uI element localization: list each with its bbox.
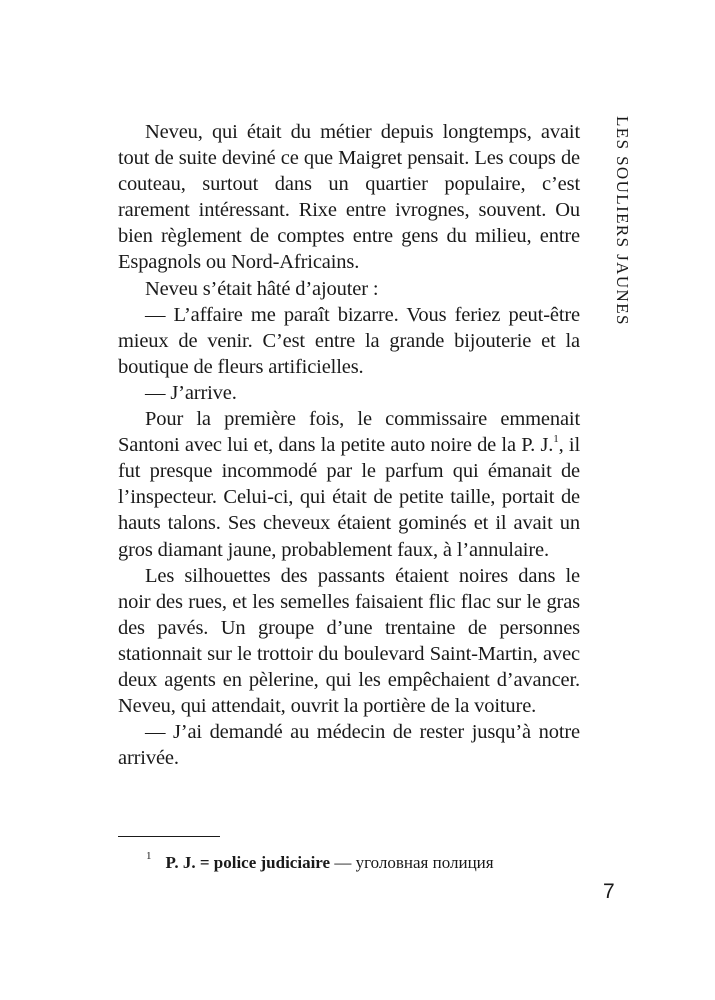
body-text xyxy=(118,119,580,771)
paragraph: Les silhouettes des passants étaient noires dans le noir des rues, et les semelles faisaient flic flac sur le gras des pavés. Un groupe d’une trentaine de personnes stationnait sur le trottoir du boulevard Saint-Martin, avec deux agents en pèlerine, qui les empêchaient d’avancer. Neveu, qui attendait, ouvrit la portière de la voiture. xyxy=(118,564,580,718)
paragraph: — J’arrive. xyxy=(145,381,237,404)
footnote-divider xyxy=(118,836,220,837)
page-number: 7 xyxy=(603,880,615,903)
footnote: $^1$ P. J. = police judiciaire — уголовная полиция xyxy=(146,850,494,872)
paragraph-with-footnote xyxy=(118,406,580,563)
paragraph-text: Pour la première fois, le commissaire emmenait Santoni avec lui et, dans la petite auto noire de la P. J. xyxy=(118,408,580,457)
paragraph: — J’ai demandé au médecin de rester jusqu’à notre arrivée. xyxy=(118,721,580,770)
paragraph: Neveu s’était hâté d’ajouter : xyxy=(145,277,379,300)
running-head: LES SOULIERS JAUNES xyxy=(613,116,632,326)
footnote-reference[interactable]: 1 xyxy=(553,433,559,446)
paragraph-text: , il fut presque incommodé par le parfum qui émanait de l’inspecteur. Celui-ci, qui était de petite taille, portait de hauts talons. Ses cheveux étaient gominés et il avait un gros diamant jaune, probablement faux, à l’annulaire. xyxy=(118,434,580,561)
footnote-translation: — уголовная полиция xyxy=(330,853,494,872)
footnote-term: P. J. = police judiciaire xyxy=(165,853,331,872)
paragraph: — L’affaire me paraît bizarre. Vous feriez peut-être mieux de venir. C’est entre la grande bijouterie et la boutique de fleurs artificielles. xyxy=(118,303,580,378)
paragraph: Neveu, qui était du métier depuis longtemps, avait tout de suite deviné ce que Maigret pensait. Les coups de couteau, surtout dans un quartier populaire, c’est rarement intéressant. Rixe entre ivrognes, souvent. Ou bien règlement de comptes entre gens du milieu, entre Espagnols ou Nord-Africains. xyxy=(118,121,580,274)
